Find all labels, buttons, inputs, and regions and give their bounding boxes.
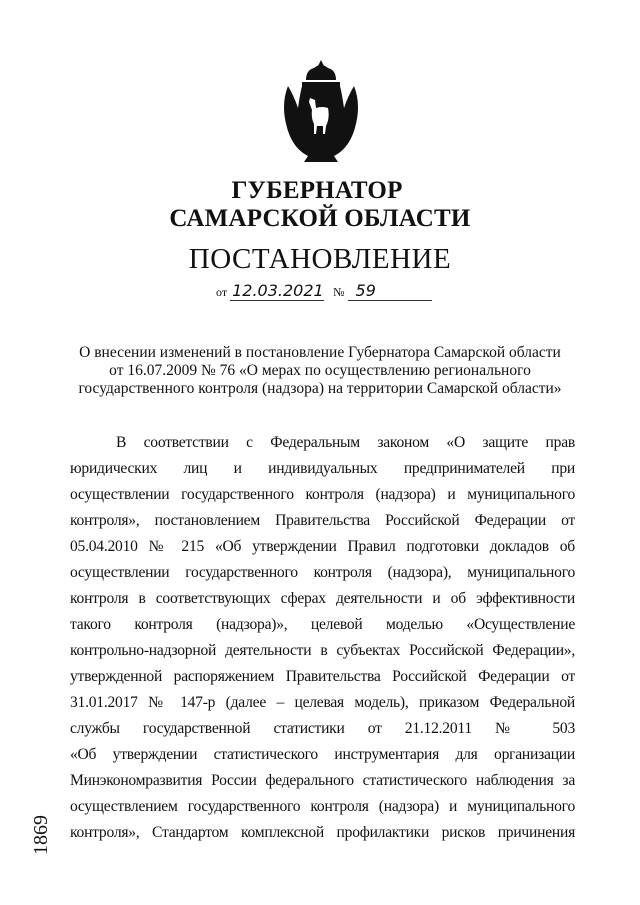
body-line: контроля», Стандартом комплексной профилактики рисков причинения [70,824,575,841]
body-line: Минэкономразвития России федерального статистического наблюдения за [70,772,575,789]
body-line: контроля», постановлением Правительства Российской Федерации от [70,512,575,529]
date-number-line [216,281,432,301]
document-date: 12.03.2021 [232,281,324,300]
body-line: осуществлением государственного контроля (надзора) и муниципального [70,798,575,815]
date-prefix: от [216,285,228,299]
issuer-title-line1: ГУБЕРНАТОР [231,177,403,204]
body-line: осуществлении государственного контроля (надзора) и муниципального [70,486,575,503]
body-line: «Об утверждении статистического инструментария для организации [70,746,575,763]
body-line: контрольно-надзорной деятельности в субъектах Российской Федерации», [70,642,575,659]
issuer-title-line2: САМАРСКОЙ ОБЛАСТИ [169,205,471,232]
body-line: В соответствии с Федеральным законом «О защите прав [116,434,575,451]
body-line: службы государственной статистики от 21.12.2011 № 503 [70,720,575,737]
title-line: государственного контроля (надзора) на территории Самарской области» [78,380,562,397]
coat-of-arms-emblem [276,58,366,166]
body-line: осуществлении государственного контроля (надзора), муниципального [70,564,575,581]
body-line: 05.04.2010 № 215 «Об утверждении Правил подготовки докладов об [70,538,575,555]
number-prefix: № [333,285,345,299]
margin-stamp-number: 1869 [30,815,52,855]
body-line: 31.01.2017 № 147-р (далее – целевая модель), приказом Федеральной [70,694,575,711]
body-line: юридических лиц и индивидуальных предпринимателей при [70,460,575,477]
body-line: такого контроля (надзора)», целевой моделью «Осуществление [70,616,575,633]
title-line: О внесении изменений в постановление Губернатора Самарской области [79,344,561,361]
document-title [0,344,640,398]
document-body [70,430,575,846]
body-line: контроля в соответствующих сферах деятельности и об эффективности [70,590,575,607]
body-line: утвержденной распоряжением Правительства Российской Федерации от [70,668,575,685]
document-number: 59 [348,281,432,301]
document-type: ПОСТАНОВЛЕНИЕ [188,243,452,275]
title-line: от 16.07.2009 № 76 «О мерах по осуществлению регионального [109,362,531,379]
